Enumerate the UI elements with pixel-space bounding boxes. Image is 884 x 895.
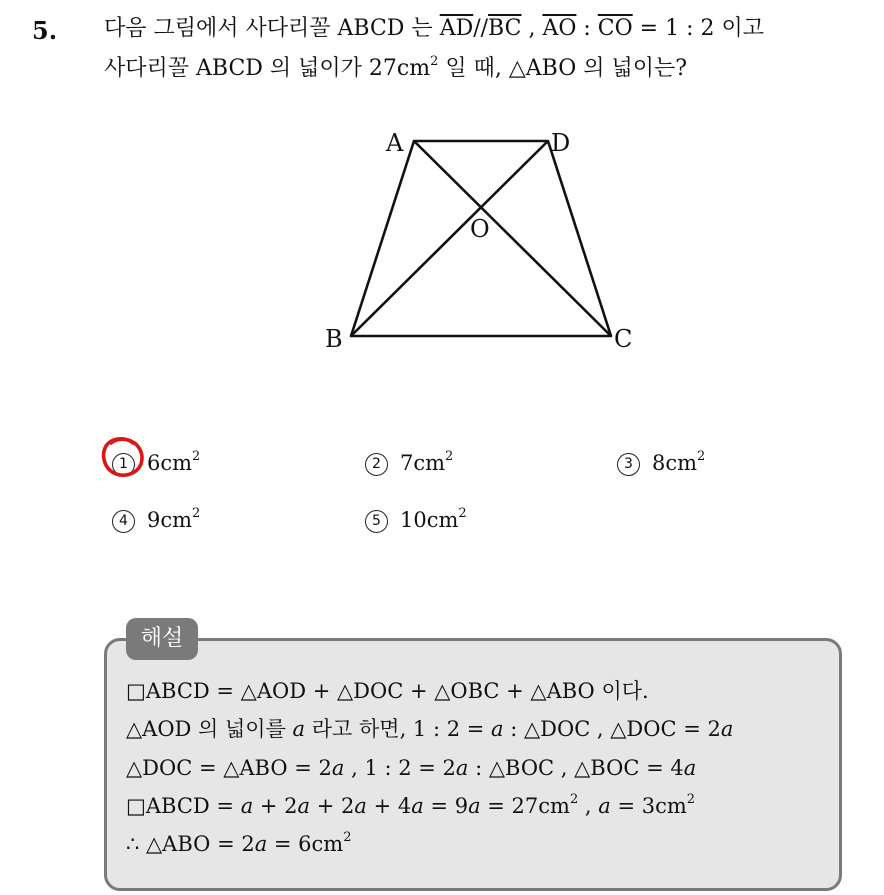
question-line2-prefix: 사다리꼴 ABCD 의 넓이가 27cm [104,56,431,81]
text-segment: 라고 하면, 1 : 2 = [305,717,492,741]
text-segment: : △DOC , △DOC = 2 [503,717,721,741]
choice-number: 2 [365,453,388,476]
text-segment: + 2 [253,794,298,818]
superscript: 2 [192,506,201,521]
text-segment: = 6cm [267,832,344,856]
question-prefix: 다음 그림에서 사다리꼴 ABCD 는 [104,16,440,41]
text-segment: : △BOC , △BOC = 4 [468,756,684,780]
choice-2[interactable] [365,450,453,476]
superscript: 2 [697,449,706,464]
superscript: 2 [686,792,696,807]
parallel-symbol: // [473,16,489,41]
superscript: 2 [430,53,439,69]
label-o: O [470,215,490,243]
text-segment: = 3cm [610,794,687,818]
superscript: 2 [458,506,467,521]
math-variable: a [354,794,367,818]
label-c: C [614,325,633,353]
text-segment: = 9 [423,794,469,818]
choice-text: 6cm [147,451,193,475]
segment-ao: $\overline{AO}$ [542,16,577,41]
choice-number: 1 [112,453,135,476]
question-line2-suffix: 일 때, △ABO 의 넓이는? [438,56,688,81]
choice-number: 3 [617,453,640,476]
math-variable: a [411,794,424,818]
choice-text: 9cm [147,508,193,532]
choice-5[interactable] [365,507,467,533]
choice-4[interactable] [112,507,200,533]
superscript: 2 [445,449,454,464]
superscript: 2 [192,449,201,464]
math-variable: a [297,794,311,818]
label-d: D [551,129,571,157]
choice-text: 7cm [400,451,446,475]
colon: : [576,16,598,41]
choice-number: 5 [365,510,388,533]
text-segment: , [578,794,599,818]
text-segment: □ABCD = [126,794,241,818]
ratio-suffix: = 1 : 2 이고 [632,16,764,41]
solution-line-3 [126,753,696,783]
segment-co: $\overline{CO}$ [597,16,633,41]
text-segment: △AOD 의 넓이를 [126,717,293,741]
solution-line-4 [126,791,695,821]
segment-bc: $\overline{BC}$ [488,16,522,41]
choice-1[interactable] [112,450,200,476]
text-segment: △DOC = △ABO = 2 [126,756,332,780]
math-variable: a [491,717,504,741]
math-variable: a [331,756,345,780]
label-b: B [325,325,343,353]
separator: , [521,16,543,41]
math-variable: a [455,756,469,780]
question-text-line1 [104,14,764,44]
math-variable: a [468,794,481,818]
text-segment: , 1 : 2 = 2 [344,756,456,780]
segment-ad: $\overline{AD}$ [439,16,474,41]
choice-number: 4 [112,510,135,533]
math-variable: a [683,756,697,780]
text-segment: = 27cm [480,794,570,818]
math-variable: a [254,832,268,856]
choice-text: 10cm [400,508,459,532]
superscript: 2 [569,792,579,807]
solution-line-2 [126,714,733,744]
label-a: A [386,129,404,157]
text-segment: ∴ △ABO = 2 [126,832,255,856]
solution-line-5 [126,829,352,859]
diagonal-ac [414,141,611,336]
solution-line-1: □ABCD = △AOD + △DOC + △OBC + △ABO 이다. [126,679,649,703]
superscript: 2 [343,830,352,845]
text-segment: + 4 [366,794,412,818]
question-text-line2 [104,54,687,84]
diagonal-bd [351,141,548,336]
choice-3[interactable] [617,450,705,476]
math-variable: a [598,794,611,818]
question-number: 5. [32,16,58,45]
trapezoid-outline [351,141,611,336]
text-segment: + 2 [310,794,355,818]
math-variable: a [240,794,254,818]
math-variable: a [720,717,734,741]
solution-tab: 해설 [126,618,198,660]
choice-text: 8cm [652,451,698,475]
math-variable: a [292,717,306,741]
